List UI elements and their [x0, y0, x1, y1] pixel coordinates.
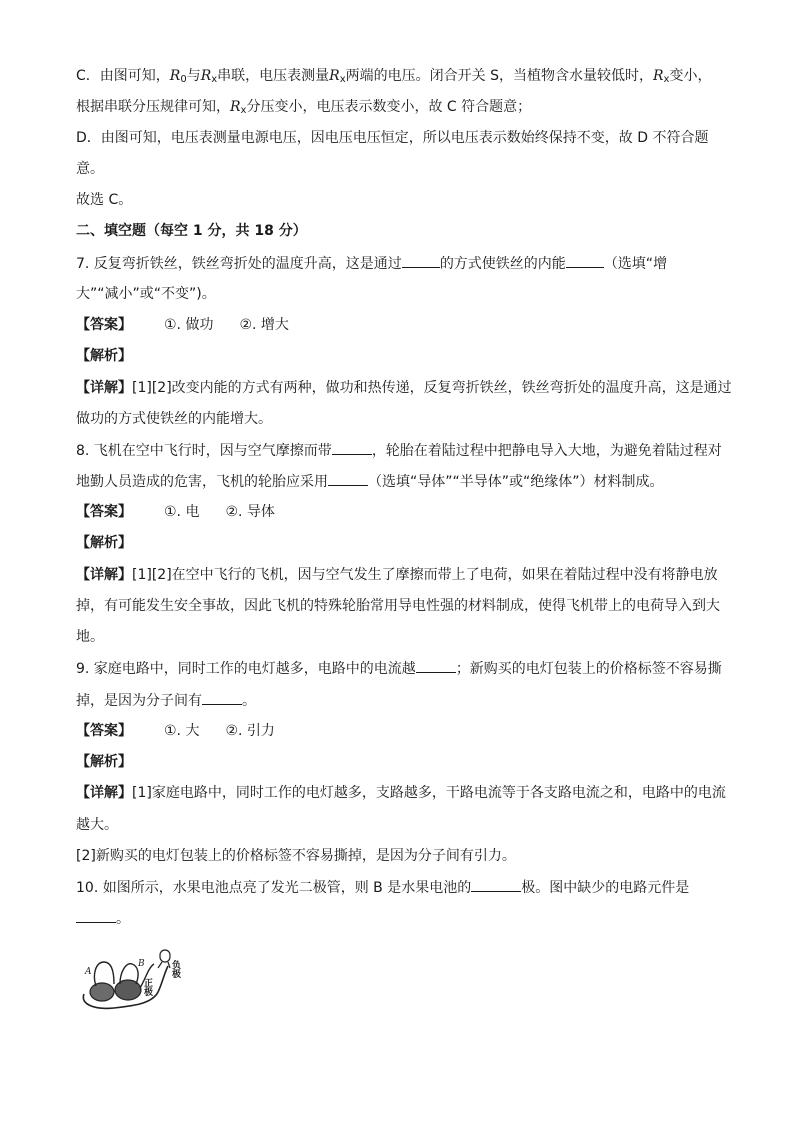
- text: 两端的电压。闭合开关 S，当植物含水量较低时，: [345, 68, 653, 84]
- q8-detail-line-3: 地。: [76, 629, 104, 645]
- rx-symbol: R: [329, 68, 340, 84]
- label-b: B: [138, 959, 145, 969]
- text: 。: [116, 911, 130, 927]
- text: 。: [242, 693, 256, 709]
- detail-label: 【详解】: [76, 785, 132, 801]
- q8-answer: [76, 502, 275, 522]
- fruit-left: [90, 983, 114, 1001]
- answer-label: 【答案】: [76, 723, 132, 739]
- answer-item: ①. 做功: [164, 317, 214, 333]
- text: 与: [186, 68, 201, 84]
- rx-subscript: x: [663, 74, 670, 85]
- option-c-line-1: [76, 66, 711, 90]
- q10-stem-line-1: [76, 877, 689, 898]
- q8-stem-line-1: [76, 440, 722, 461]
- answer-blank: [566, 253, 604, 268]
- label-a: A: [85, 967, 92, 977]
- text: [1]家庭电路中，同时工作的电灯越多，支路越多，干路电流等于各支路电流之和，电路中的电流: [132, 785, 726, 801]
- section-title: 二、填空题（每空 1 分，共 18 分）: [76, 223, 307, 239]
- text: [1][2]在空中飞行的飞机，因与空气发生了摩擦而带上了电荷，如果在着陆过程中没有将静电放: [132, 567, 718, 583]
- rx-symbol: R: [230, 99, 241, 115]
- answer-item: ①. 电: [164, 504, 200, 520]
- answer-item: ②. 增大: [239, 317, 289, 333]
- wire: [94, 962, 114, 986]
- answer-label: 【答案】: [76, 317, 132, 333]
- q9-answer: [76, 721, 275, 741]
- q7-answer: [76, 315, 289, 335]
- text: 掉，是因为分子间有: [76, 693, 202, 709]
- led: [160, 950, 170, 962]
- text: 地勤人员造成的危害，飞机的轮胎应采用: [76, 474, 328, 490]
- answer-blank: [416, 658, 456, 673]
- rx-subscript: x: [240, 105, 247, 116]
- answer-label: 【答案】: [76, 504, 132, 520]
- q9-detail-line-1: [76, 783, 726, 803]
- text: 根据串联分压规律可知，: [76, 99, 230, 115]
- q8-stem-line-2: [76, 471, 664, 492]
- answer-blank: [402, 253, 440, 268]
- detail-label: 【详解】: [76, 380, 132, 396]
- text: [1][2]改变内能的方式有两种，做功和热传递，反复弯折铁丝，铁丝弯折处的温度升高，这是通过: [132, 380, 732, 396]
- q9-detail-line-2: 越大。: [76, 817, 118, 833]
- led-lead: [158, 962, 162, 968]
- q7-detail-line-2: 做功的方式使铁丝的内能增大。: [76, 411, 272, 427]
- answer-item: ②. 引力: [225, 723, 275, 739]
- text: 分压变小，电压表示数变小，故 C 符合题意；: [246, 99, 532, 115]
- analysis-label: 【解析】: [76, 535, 132, 551]
- r0-subscript: 0: [180, 74, 187, 85]
- text: 极。图中缺少的电路元件是: [521, 880, 690, 896]
- option-c-line-2: [76, 97, 531, 121]
- q8-detail-line-1: [76, 565, 718, 585]
- option-d-line-1: D．由图可知，电压表测量电源电压，因电压电压恒定，所以电压表示数始终保持不变，故 D 不符合题: [76, 130, 709, 146]
- q9-stem-line-2: [76, 690, 256, 711]
- answer-blank: [328, 471, 368, 486]
- q7-stem-line-2: 大”“减小”或“不变”)。: [76, 286, 216, 302]
- text: （选填“增: [603, 256, 668, 272]
- answer-item: ①. 大: [164, 723, 200, 739]
- q7-detail-line-1: [76, 378, 732, 398]
- analysis-label: 【解析】: [76, 754, 132, 770]
- text: 8. 飞机在空中飞行时，因与空气摩擦而带: [76, 443, 332, 459]
- text: 10. 如图所示，水果电池点亮了发光二极管，则 B 是水果电池的: [76, 880, 472, 896]
- label-positive: 正极: [142, 978, 152, 996]
- text: 的方式使铁丝的内能: [439, 256, 566, 272]
- r0-symbol: R: [169, 68, 181, 84]
- rx-subscript: x: [339, 74, 346, 85]
- q8-detail-line-2: 掉，有可能发生安全事故，因此飞机的特殊轮胎常用导电性强的材料制成，使得飞机带上的电荷导入到大: [76, 598, 720, 614]
- q10-stem-line-2: [76, 908, 130, 929]
- q7-stem-line-1: [76, 253, 667, 274]
- answer-item: ②. 导体: [225, 504, 275, 520]
- label-negative: 负极: [170, 960, 180, 978]
- rx-symbol: R: [652, 68, 664, 84]
- detail-label: 【详解】: [76, 567, 132, 583]
- q9-detail-line-3: [2]新购买的电灯包装上的价格标签不容易撕掉，是因为分子间有引力。: [76, 848, 516, 864]
- rx-subscript: x: [211, 74, 218, 85]
- text: ，轮胎在着陆过程中把静电导入大地，为避免着陆过程对: [371, 443, 722, 459]
- text: （选填“导体”“半导体”或“绝缘体”）材料制成。: [368, 474, 664, 490]
- q9-stem-line-1: [76, 658, 722, 679]
- text: 9. 家庭电路中，同时工作的电灯越多，电路中的电流越: [76, 661, 416, 677]
- answer-blank: [471, 877, 521, 892]
- text: 变小，: [669, 68, 712, 84]
- fruit-battery-figure: [74, 944, 184, 1014]
- analysis-label: 【解析】: [76, 348, 132, 364]
- choose-text: 故选 C。: [76, 192, 133, 208]
- text: 串联，电压表测量: [217, 68, 330, 84]
- answer-blank: [76, 908, 116, 923]
- text: 7. 反复弯折铁丝，铁丝弯折处的温度升高，这是通过: [76, 256, 402, 272]
- rx-symbol: R: [200, 68, 212, 84]
- text: C．由图可知，: [76, 68, 170, 84]
- answer-blank: [202, 690, 242, 705]
- answer-blank: [332, 440, 372, 455]
- option-d-line-2: 意。: [76, 161, 104, 177]
- text: ；新购买的电灯包装上的价格标签不容易撕: [455, 661, 722, 677]
